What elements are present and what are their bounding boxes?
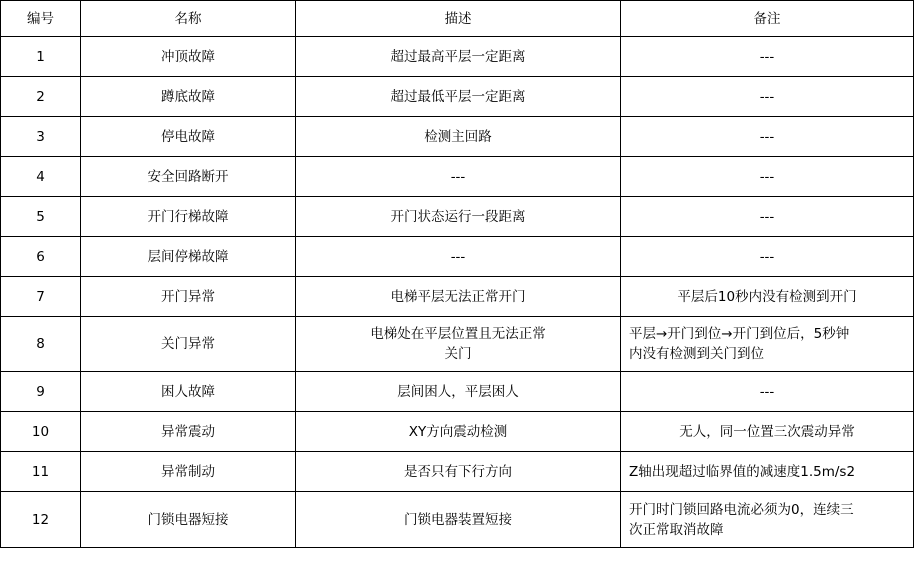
column-header-name: 名称	[81, 1, 296, 37]
cell-id: 6	[1, 237, 81, 277]
cell-name: 门锁电器短接	[81, 492, 296, 548]
cell-description: 是否只有下行方向	[296, 452, 621, 492]
cell-id: 1	[1, 37, 81, 77]
table-row	[1, 237, 914, 277]
cell-id: 5	[1, 197, 81, 237]
cell-note: ---	[621, 117, 914, 157]
cell-id: 12	[1, 492, 81, 548]
cell-note: Z轴出现超过临界值的减速度1.5m/s2	[621, 452, 914, 492]
table-row	[1, 277, 914, 317]
table-row	[1, 197, 914, 237]
cell-note: ---	[621, 197, 914, 237]
cell-description: 门锁电器装置短接	[296, 492, 621, 548]
cell-id: 10	[1, 412, 81, 452]
cell-note: ---	[621, 157, 914, 197]
cell-note: ---	[621, 237, 914, 277]
cell-note: 平层→开门到位→开门到位后，5秒钟 内没有检测到关门到位	[621, 317, 914, 372]
table-header-row	[1, 1, 914, 37]
cell-description: 电梯平层无法正常开门	[296, 277, 621, 317]
table-row	[1, 117, 914, 157]
cell-id: 9	[1, 372, 81, 412]
table-row	[1, 372, 914, 412]
cell-note: ---	[621, 77, 914, 117]
cell-id: 4	[1, 157, 81, 197]
column-header-id: 编号	[1, 1, 81, 37]
cell-name: 开门异常	[81, 277, 296, 317]
cell-name: 停电故障	[81, 117, 296, 157]
cell-id: 7	[1, 277, 81, 317]
column-header-note: 备注	[621, 1, 914, 37]
column-header-desc: 描述	[296, 1, 621, 37]
cell-name: 困人故障	[81, 372, 296, 412]
cell-description: 检测主回路	[296, 117, 621, 157]
cell-note: 开门时门锁回路电流必须为0，连续三 次正常取消故障	[621, 492, 914, 548]
cell-description: 超过最高平层一定距离	[296, 37, 621, 77]
cell-note: 无人，同一位置三次震动异常	[621, 412, 914, 452]
cell-id: 8	[1, 317, 81, 372]
table-header	[1, 1, 914, 37]
cell-note: 平层后10秒内没有检测到开门	[621, 277, 914, 317]
cell-name: 冲顶故障	[81, 37, 296, 77]
cell-name: 安全回路断开	[81, 157, 296, 197]
table-body	[1, 37, 914, 548]
table-row	[1, 412, 914, 452]
cell-name: 关门异常	[81, 317, 296, 372]
table-row	[1, 317, 914, 372]
cell-name: 层间停梯故障	[81, 237, 296, 277]
table-row	[1, 37, 914, 77]
cell-description: 层间困人，平层困人	[296, 372, 621, 412]
cell-name: 开门行梯故障	[81, 197, 296, 237]
cell-description: 开门状态运行一段距离	[296, 197, 621, 237]
table-row	[1, 157, 914, 197]
cell-name: 异常震动	[81, 412, 296, 452]
cell-note: ---	[621, 37, 914, 77]
cell-description: ---	[296, 157, 621, 197]
cell-description: 超过最低平层一定距离	[296, 77, 621, 117]
cell-name: 异常制动	[81, 452, 296, 492]
cell-id: 2	[1, 77, 81, 117]
cell-id: 3	[1, 117, 81, 157]
cell-id: 11	[1, 452, 81, 492]
cell-note: ---	[621, 372, 914, 412]
table-row	[1, 452, 914, 492]
cell-description: 电梯处在平层位置且无法正常 关门	[296, 317, 621, 372]
table-row	[1, 77, 914, 117]
cell-description: ---	[296, 237, 621, 277]
cell-name: 蹲底故障	[81, 77, 296, 117]
table-row	[1, 492, 914, 548]
cell-description: XY方向震动检测	[296, 412, 621, 452]
